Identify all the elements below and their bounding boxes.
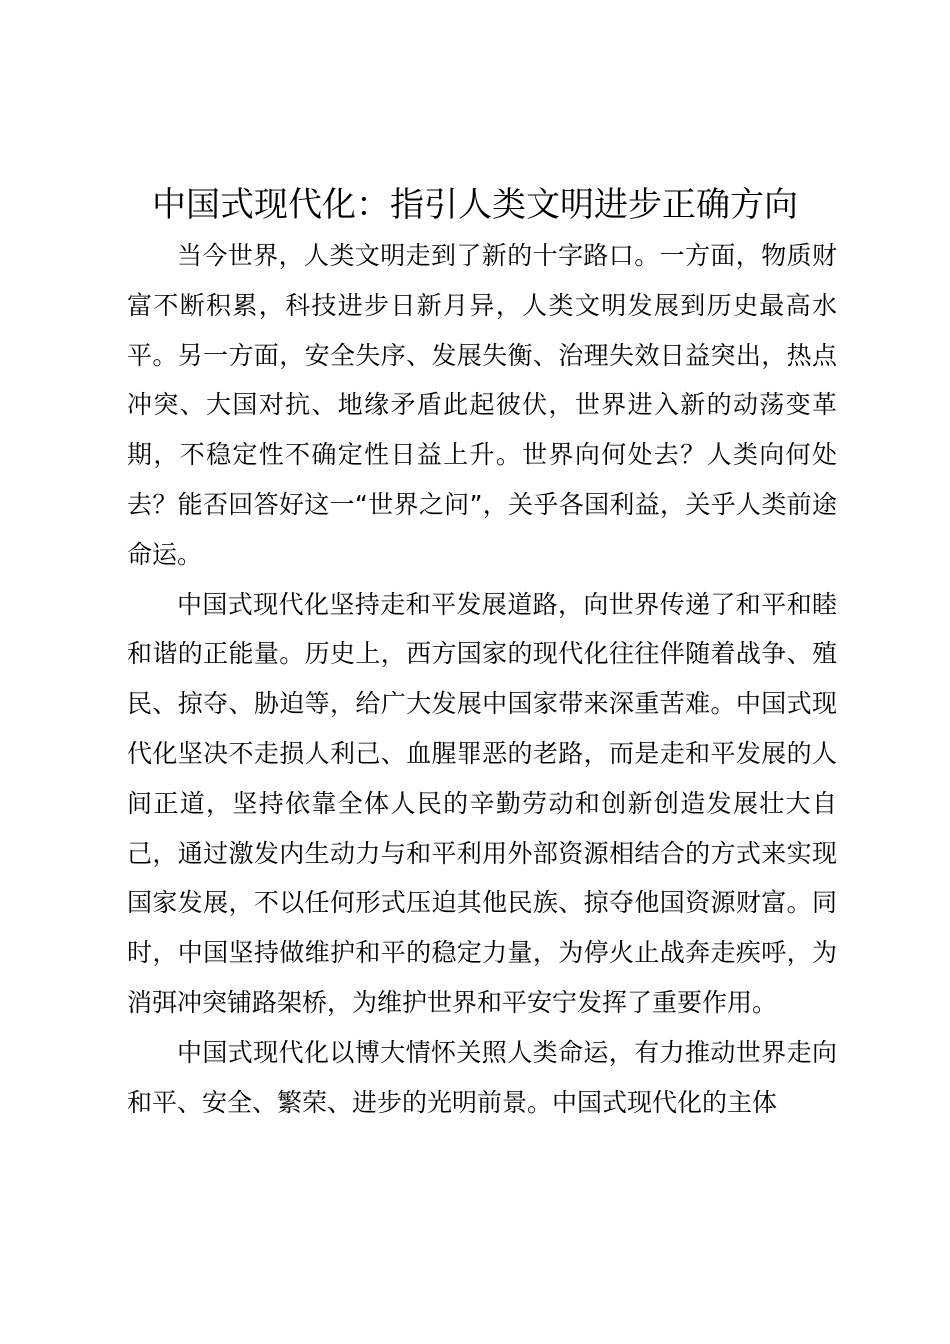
document-title: 中国式现代化：指引人类文明进步正确方向 bbox=[152, 185, 798, 225]
paragraph-1: 当今世界，人类文明走到了新的十字路口。一方面，物质财富不断积累，科技进步日新月异，人类文明发展到历史最高水平。另一方面，安全失序、发展失衡、治理失效日益突出，热点冲突、大国对抗、地缘矛盾此起彼伏，世界进入新的动荡变革期，不稳定性不确定性日益上升。世界向何处去？人类向何处去？能否回答好这一“世界之问”，关乎各国利益，关乎人类前途命运。 bbox=[127, 241, 837, 569]
paragraph-3: 中国式现代化以博大情怀关照人类命运，有力推动世界走向和平、安全、繁荣、进步的光明前景。中国式现代化的主体 bbox=[127, 1037, 837, 1117]
document-body bbox=[127, 231, 837, 1127]
paragraph-2: 中国式现代化坚持走和平发展道路，向世界传递了和平和睦和谐的正能量。历史上，西方国家的现代化往往伴随着战争、殖民、掠夺、胁迫等，给广大发展中国家带来深重苦难。中国式现代化坚决不走损人利己、血腥罪恶的老路，而是走和平发展的人间正道，坚持依靠全体人民的辛勤劳动和创新创造发展壮大自己，通过激发内生动力与和平利用外部资源相结合的方式来实现国家发展，不以任何形式压迫其他民族、掠夺他国资源财富。同时，中国坚持做维护和平的稳定力量，为停火止战奔走疾呼，为消弭冲突铺路架桥，为维护世界和平安宁发挥了重要作用。 bbox=[127, 589, 837, 1017]
